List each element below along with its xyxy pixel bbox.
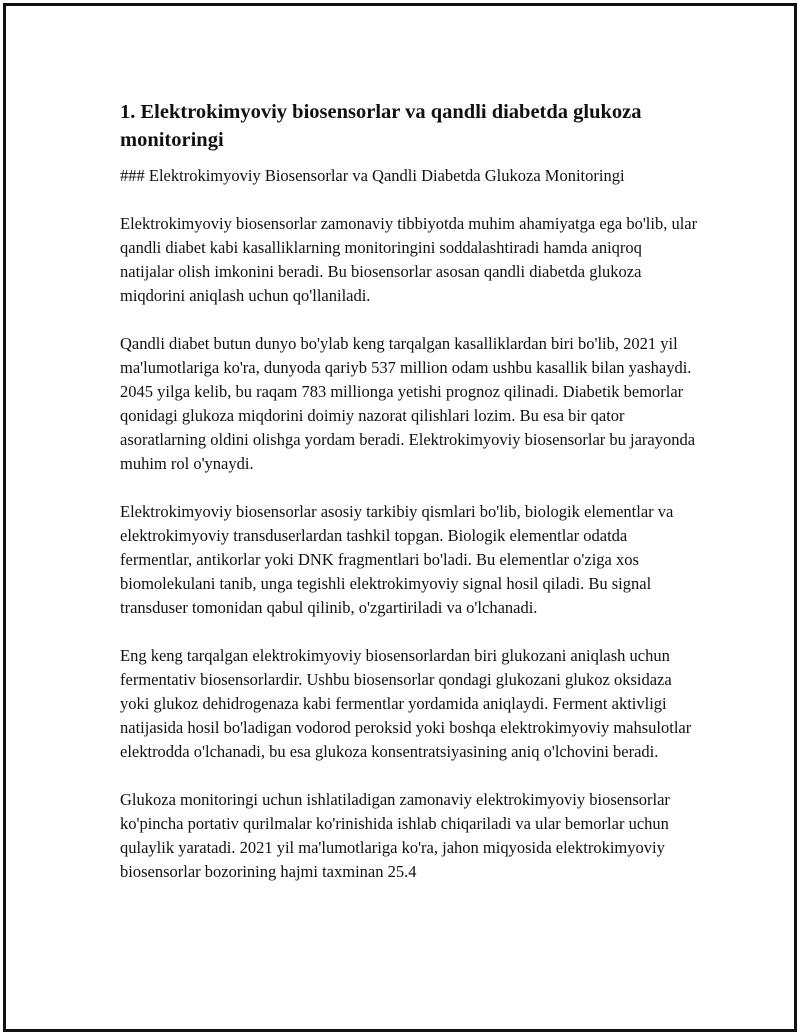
paragraph-5: Glukoza monitoringi uchun ishlatiladigan zamonaviy elektrokimyoviy biosensorlar ko'pincha portativ qurilmalar ko'rinishida ishlab chiqariladi va ular bemorlar uchun qulaylik yaratadi. 2021 yil ma'lumotlariga ko'ra, jahon miqyosida elektrokimyoviy biosensorlar bozorining hajmi taxminan 25.4 (120, 790, 670, 881)
paragraph-1: Elektrokimyoviy biosensorlar zamonaviy tibbiyotda muhim ahamiyatga ega bo'lib, ular qandli diabet kabi kasalliklarning monitoringini soddalashtiradi hamda aniqroq natijalar olish imkonini beradi. Bu biosensorlar asosan qandli diabetda glukoza miqdorini aniqlash uchun qo'llaniladi. (120, 214, 698, 305)
paragraph-3: Elektrokimyoviy biosensorlar asosiy tarkibiy qismlari bo'lib, biologik elementlar va elektrokimyoviy transduserlardan tashkil topgan. Biologik elementlar odatda fermentlar, antikorlar yoki DNK fragmentlari bo'ladi. Bu elementlar o'ziga xos biomolekulani tanib, unga tegishli elektrokimyoviy signal hosil qiladi. Bu signal transduser tomonidan qabul qilinib, o'zgartiriladi va o'lchanadi. (120, 502, 674, 617)
document-body (120, 98, 700, 908)
document-title: 1. Elektrokimyoviy biosensorlar va qandli diabetda glukoza monitoringi (120, 101, 642, 151)
paragraph-4: Eng keng tarqalgan elektrokimyoviy biosensorlardan biri glukozani aniqlash uchun fermentativ biosensorlardir. Ushbu biosensorlar qondagi glukozani glukoz oksidaza yoki glukoz dehidrogenaza kabi fermentlar yordamida aniqlaydi. Ferment aktivligi natijasida hosil bo'ladigan vodorod peroksid yoki boshqa elektrokimyoviy mahsulotlar elektrodda o'lchanadi, bu esa glukoza konsentratsiyasining aniq o'lchovini beradi. (120, 646, 692, 761)
paragraph-2: Qandli diabet butun dunyo bo'ylab keng tarqalgan kasalliklardan biri bo'lib, 2021 yil ma'lumotlariga ko'ra, dunyoda qariyb 537 million odam ushbu kasallik bilan yashaydi. 2045 yilga kelib, bu raqam 783 millionga yetishi prognoz qilinadi. Diabetik bemorlar qonidagi glukoza miqdorini doimiy nazorat qilishlari lozim. Bu esa bir qator asoratlarning oldini olishga yordam beradi. Elektrokimyoviy biosensorlar bu jarayonda muhim rol o'ynaydi. (120, 334, 696, 473)
section-subheading: ### Elektrokimyoviy Biosensorlar va Qandli Diabetda Glukoza Monitoringi (120, 166, 625, 185)
page-frame (3, 3, 797, 1032)
